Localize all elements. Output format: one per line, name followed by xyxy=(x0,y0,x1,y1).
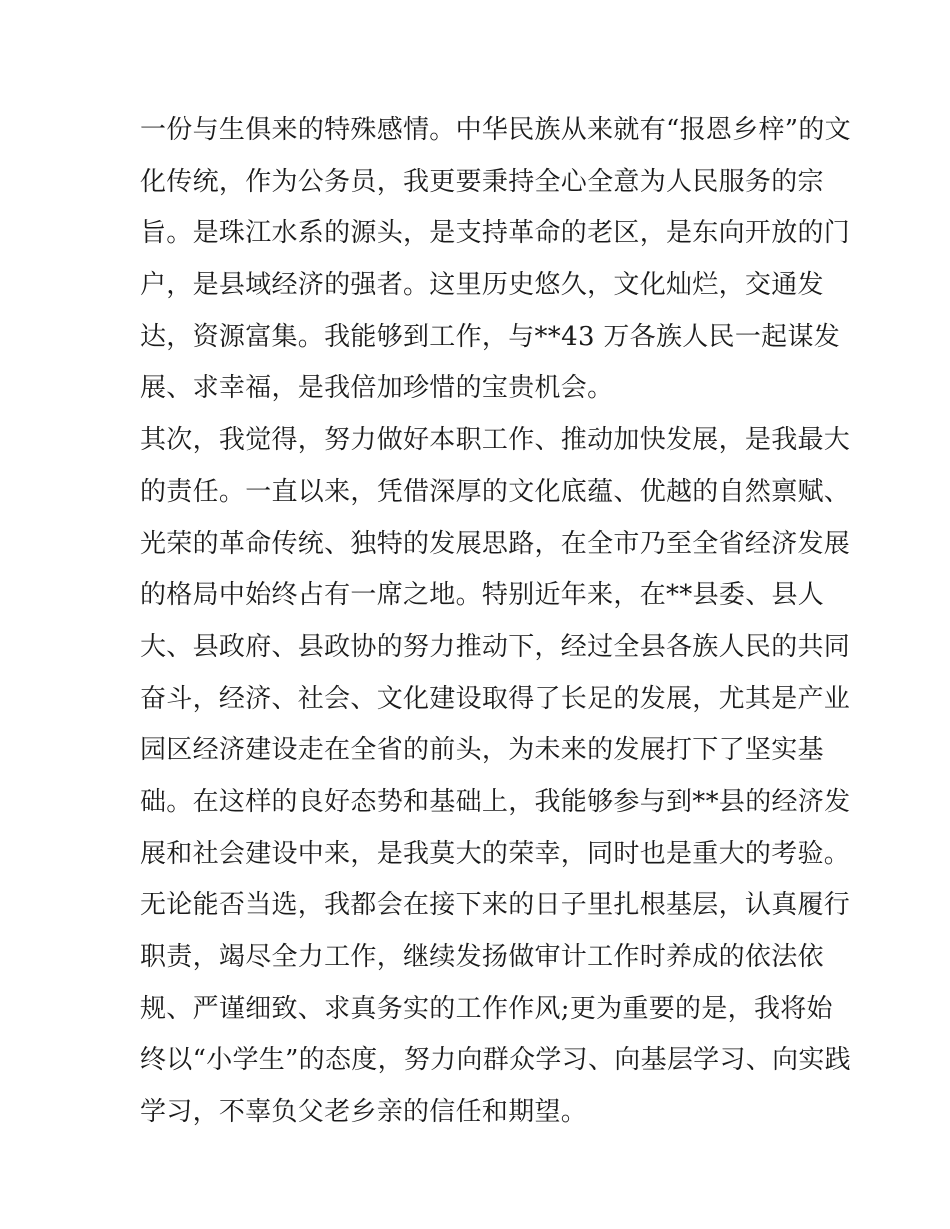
text-line: 其次，我觉得，努力做好本职工作、推动加快发展，是我最大 xyxy=(140,425,851,456)
text-line: 大、县政府、县政协的努力推动下，经过全县各族人民的共同 xyxy=(140,631,851,662)
text-line: 终以“小学生”的态度，努力向群众学习、向基层学习、向实践 xyxy=(140,1045,851,1076)
text-line: 旨。是珠江水系的源头，是支持革命的老区，是东向开放的门 xyxy=(140,218,851,249)
text-line: 的格局中始终占有一席之地。特别近年来，在**县委、县人 xyxy=(140,580,825,611)
text-line: 无论能否当选，我都会在接下来的日子里扎根基层，认真履行 xyxy=(140,890,851,921)
text-line: 园区经济建设走在全省的前头，为未来的发展打下了坚实基 xyxy=(140,735,824,766)
text-line: 达，资源富集。我能够到工作，与**43 万各族人民一起谋发 xyxy=(140,321,841,352)
text-line: 础。在这样的良好态势和基础上，我能够参与到**县的经济发 xyxy=(140,786,851,817)
text-line: 化传统，作为公务员，我更要秉持全心全意为人民服务的宗 xyxy=(140,166,824,197)
text-line: 规、严谨细致、求真务实的工作作风;更为重要的是，我将始 xyxy=(140,993,833,1024)
text-line: 奋斗，经济、社会、文化建设取得了长足的发展，尤其是产业 xyxy=(140,683,851,714)
text-line: 的责任。一直以来，凭借深厚的文化底蕴、优越的自然禀赋、 xyxy=(140,476,851,507)
text-line: 展和社会建设中来，是我莫大的荣幸，同时也是重大的考验。 xyxy=(140,838,851,869)
text-line: 光荣的革命传统、独特的发展思路，在全市乃至全省经济发展 xyxy=(140,528,851,559)
text-line: 展、求幸福，是我倍加珍惜的宝贵机会。 xyxy=(140,373,614,404)
body-text xyxy=(140,105,851,1139)
text-line: 学习，不辜负父老乡亲的信任和期望。 xyxy=(140,1097,588,1128)
text-line: 户，是县域经济的强者。这里历史悠久，文化灿烂，交通发 xyxy=(140,270,824,301)
text-line: 职责，竭尽全力工作，继续发扬做审计工作时养成的依法依 xyxy=(140,942,824,972)
text-line: 一份与生俱来的特殊感情。中华民族从来就有“报恩乡梓”的文 xyxy=(140,115,851,145)
